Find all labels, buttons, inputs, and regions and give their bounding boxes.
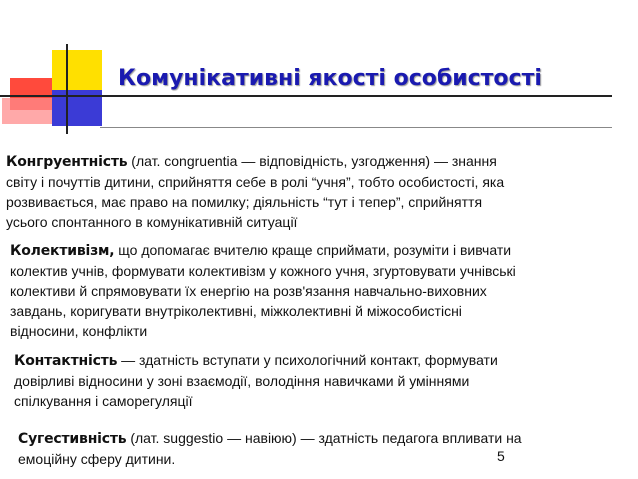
- paragraph-congruence: [6, 151, 504, 232]
- term-congruence: Конгруентність: [6, 154, 128, 170]
- term-collectivism: Колективізм,: [10, 243, 115, 259]
- paragraph-collectivism: [10, 240, 516, 341]
- decorative-logo: [0, 0, 110, 130]
- definition-text: що допомагає вчителю краще сприймати, розуміти і вивчати: [114, 242, 512, 258]
- paragraph-line: довірливі відносини у зоні взаємодії, володіння навичками й уміннями: [14, 373, 470, 389]
- pink-square: [2, 98, 52, 124]
- paragraph-line: завдань, коригувати внутріколективні, міжколективні й міжособистісні: [10, 303, 462, 319]
- paragraph-contact: [14, 350, 498, 411]
- paragraph-line: усього спонтанного в комунікативній ситуації: [6, 214, 298, 230]
- paragraph-first-line: [10, 240, 516, 261]
- title-underline: [100, 127, 612, 128]
- paragraph-line: колективи й спрямовувати їх енергію на розв'язання навчально-виховних: [10, 283, 487, 299]
- definition-text: — здатність вступати у психологічний контакт, формувати: [117, 352, 498, 368]
- paragraph-line: емоційну сферу дитини.: [18, 451, 176, 467]
- horizontal-rule: [0, 95, 612, 97]
- paragraph-first-line: [14, 350, 498, 371]
- paragraph-line: колектив учнів, формувати колективізм у кожного учня, згуртовувати учнівські: [10, 263, 516, 279]
- vertical-rule: [66, 44, 68, 134]
- yellow-square: [52, 50, 102, 95]
- paragraph-line: розвивається, має право на помилку; діяльність “тут і тепер”, сприйняття: [6, 194, 483, 210]
- paragraph-line: світу і почуттів дитини, сприйняття себе в ролі “учня”, тобто особистості, яка: [6, 174, 505, 190]
- paragraph-first-line: [18, 428, 522, 449]
- term-contact: Контактність: [14, 353, 118, 369]
- paragraph-suggestivity: [18, 428, 522, 469]
- page-number: 5: [497, 448, 505, 464]
- slide-title: Комунікативні якості особистості: [118, 66, 542, 91]
- definition-text: (лат. suggestio — навіюю) — здатність педагога впливати на: [126, 430, 522, 446]
- definition-text: (лат. congruentia — відповідність, узгодження) — знання: [127, 153, 497, 169]
- paragraph-line: відносини, конфлікти: [10, 323, 148, 339]
- paragraph-line: спілкування і саморегуляції: [14, 393, 193, 409]
- term-suggestivity: Сугестивність: [18, 431, 127, 447]
- paragraph-first-line: [6, 151, 504, 172]
